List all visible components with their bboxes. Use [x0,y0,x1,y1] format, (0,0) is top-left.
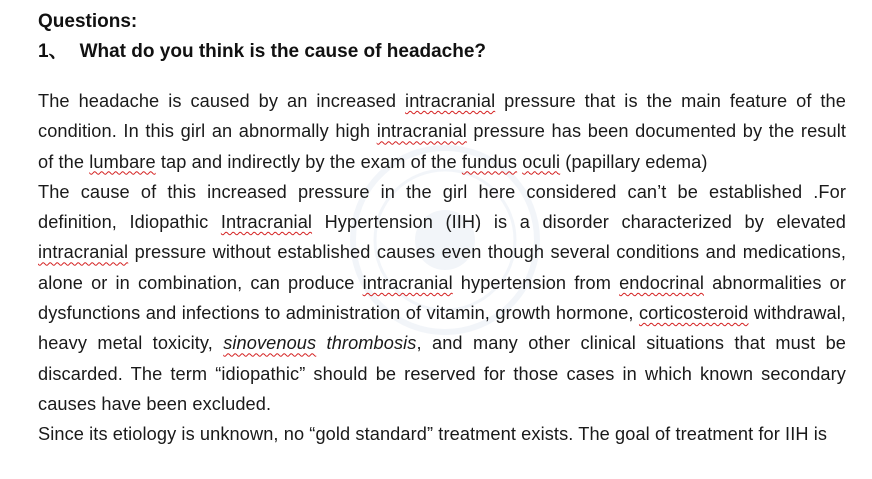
paragraph-3: Since its etiology is unknown, no “gold standard” treatment exists. The goal of treatment for IIH is [38,424,828,445]
p1-text: (papillary edema) [560,151,708,172]
question-1 [38,36,846,68]
p2-text: withdrawal, heavy metal toxicity, [38,303,846,354]
document-body [38,8,846,450]
p1-text: pressure has been documented by the result of the [38,121,846,172]
p1-text: pressure that is the main feature of the condition. In this girl an abnormally high [38,91,846,142]
p2-text: The cause of this increased pressure in the girl here considered can’t be established .For definition, Idiopathic [38,181,846,233]
p2-text: abnormalities or dysfunctions and infections to administration of vitamin, growth hormone, [38,272,846,324]
spellcheck-word[interactable]: oculi [522,151,561,172]
p1-text: tap and indirectly by the exam of the [155,151,462,172]
spellcheck-word[interactable]: intracranial [376,121,467,142]
spellcheck-word[interactable]: sinovenous [223,333,317,354]
paragraph-1 [38,86,846,177]
spellcheck-word[interactable]: intracranial [38,242,129,263]
p2-text: hypertension from [452,272,620,293]
p2-text: , and many other clinical situations that must be discarded. The term “idiopathic” should be reserved for those cases in which known secondary causes have been excluded. [38,333,847,414]
spellcheck-word[interactable]: lumbare [89,151,156,172]
spellcheck-word[interactable]: intracranial [362,272,453,293]
paragraph-2 [38,177,846,419]
p2-text: Hypertension (IIH) is a disorder characterized by elevated [312,212,846,233]
spellcheck-word[interactable]: corticosteroid [638,303,749,324]
question-number: 1、 [38,41,68,62]
p1-text: The headache is caused by an increased [38,91,406,111]
italic-term: thrombosis [316,333,417,354]
spellcheck-word[interactable]: endocrinal [619,272,704,293]
spellcheck-word[interactable]: Intracranial [220,212,313,233]
spellcheck-word[interactable]: intracranial [405,91,496,111]
section-heading: Questions: [38,11,138,32]
question-text: What do you think is the cause of headache? [79,41,487,62]
spellcheck-word[interactable]: fundus [461,151,518,172]
p2-text: pressure without established causes even though several conditions and medications, alone or in combination, can produce [38,242,846,293]
